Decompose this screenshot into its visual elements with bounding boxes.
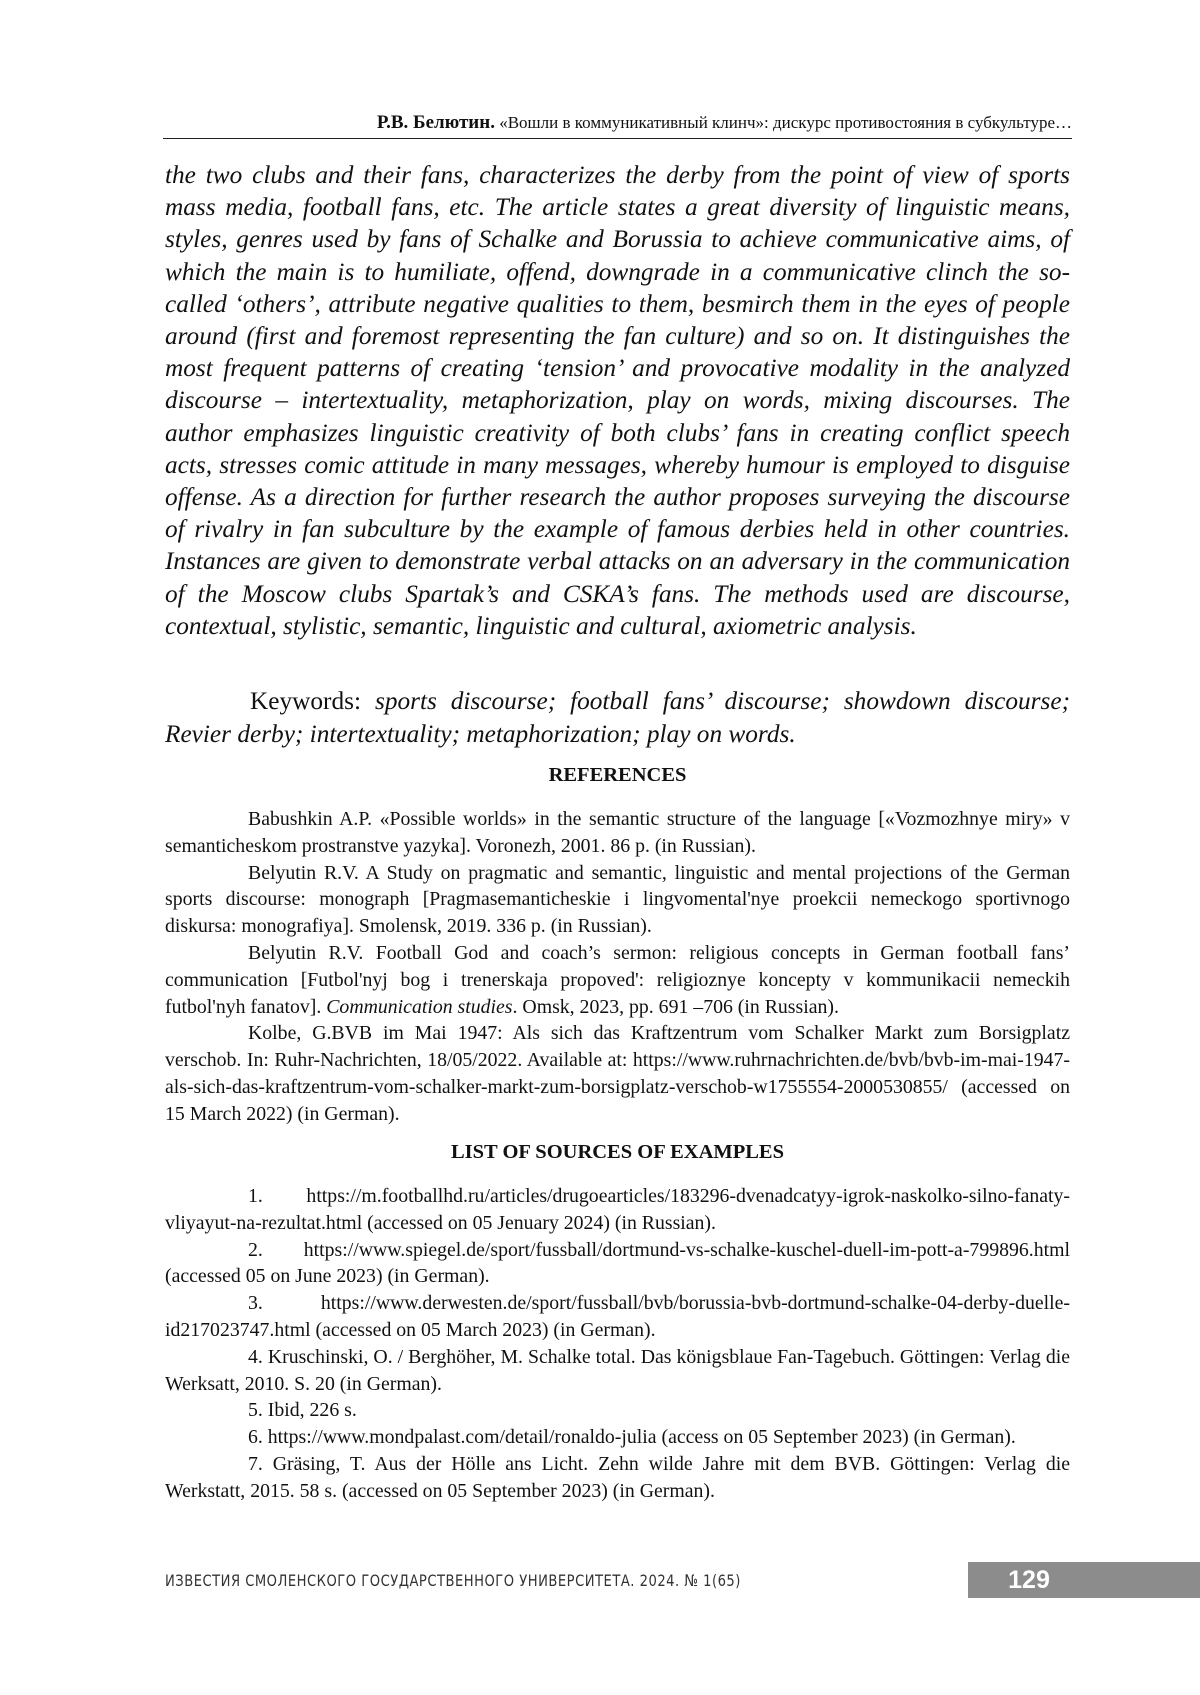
abstract-text: the two clubs and their fans, characterizes the derby from the point of view of sports mass media, football fans, etc. The article states a great diversity of linguistic means, styles, genres used by fans of Schalke and Borussia to achieve communicative aims, of which the main is to humiliate, offend, downgrade in a communicative clinch the so-called ‘others’, attribute negative qualities to them, besmirch them in the eyes of people around (first and foremost representing the fan culture) and so on. It distinguishes the most frequent patterns of creating ‘tension’ and provocative modality in the analyzed discourse – intertextuality, metaphorization, play on words, mixing discourses. The author emphasizes linguistic creativity of both clubs’ fans in creating conflict speech acts, stresses comic attitude in many messages, whereby humour is employed to disguise offense. As a direction for further research the author proposes surveying the discourse of rivalry in fan subculture by the example of famous derbies held in other countries. Instances are given to demonstrate verbal attacks on an adversary in the communication of the Moscow clubs Spartak’s and CSKA’s fans. The methods used are discourse, contextual, stylistic, semantic, linguistic and cultural, axiometric analysis. <box>165 161 1070 640</box>
source-item: 6. https://www.mondpalast.com/detail/ronaldo-julia (access on 05 September 2023) (in German). <box>248 1426 1016 1449</box>
keywords <box>165 685 1070 750</box>
reference-journal: Communication studies <box>326 995 513 1018</box>
footer-journal-name: ИЗВЕСТИЯ СМОЛЕНСКОГО ГОСУДАРСТВЕННОГО УНИВЕРСИТЕТА. 2024. № 1(65) <box>165 1571 741 1590</box>
reference-text: Belyutin R.V. Football God and coach’s sermon: religious concepts in German football fans’ communication [Futbol'nyj bog i trenerskaja propoved': religioznye koncepty v kommunikacii nemeckih futbol'nyh fanatov]. <box>165 941 1070 1018</box>
source-item: 4. Kruschinski, O. / Berghöher, M. Schalke total. Das königsblaue Fan-Tagebuch. Göttingen: Verlag die Werksatt, 2010. S. 20 (in German). <box>165 1345 1070 1395</box>
sources-list <box>165 1183 1070 1505</box>
page-number: 129 <box>968 1562 1200 1598</box>
source-item: 3. https://www.derwesten.de/sport/fussball/bvb/borussia-bvb-dortmund-schalke-04-derby-duelle-id217023747.html (accessed on 05 March 2023) (in German). <box>165 1292 1070 1341</box>
references-list <box>165 806 1070 1128</box>
references-heading: REFERENCES <box>548 764 687 786</box>
reference-item: Belyutin R.V. A Study on pragmatic and semantic, linguistic and mental projections of the German sports discourse: monograph [Pragmasemanticheskie i lingvomental'nye proekcii nemeckogo sportivnogo diskursa: monografiya]. Smolensk, 2019. 336 p. (in Russian). <box>165 861 1070 938</box>
header-author: Р.В. Белютин. <box>376 112 495 133</box>
sources-heading: LIST OF SOURCES OF EXAMPLES <box>450 1141 784 1163</box>
reference-item <box>165 940 1070 1020</box>
source-item: 5. Ibid, 226 s. <box>248 1399 357 1422</box>
keywords-text: sports discourse; football fans’ discourse; showdown discourse; Revier derby; intertextuality; metaphorization; play on words. <box>165 687 1070 748</box>
source-item: 7. Gräsing, T. Aus der Hölle ans Licht. Zehn wilde Jahre mit dem BVB. Göttingen: Verlag die Werkstatt, 2015. 58 s. (accessed on 05 September 2023) (in German). <box>165 1452 1070 1502</box>
keywords-label: Keywords: <box>250 687 362 715</box>
header-title: «Вошли в коммуникативный клинч»: дискурс противостояния в субкультуре… <box>499 113 1072 132</box>
reference-tail: . Omsk, 2023, pp. 691 –706 (in Russian). <box>512 995 839 1018</box>
reference-item: Babushkin A.P. «Possible worlds» in the semantic structure of the language [«Vozmozhnye miry» v semanticheskom prostranstve yazyka]. Voronezh, 2001. 86 p. (in Russian). <box>165 808 1070 857</box>
running-header <box>163 112 1072 139</box>
source-item: 1. https://m.footballhd.ru/articles/drugoearticles/183296-dvenadcatyy-igrok-naskolko-silno-fanaty-vliyayut-na-rezultat.html (accessed on 05 Jenuary 2024) (in Russian). <box>165 1185 1070 1234</box>
source-item: 2. https://www.spiegel.de/sport/fussball/dortmund-vs-schalke-kuschel-duell-im-pott-a-799896.html (accessed 05 on June 2023) (in German). <box>165 1238 1070 1288</box>
reference-item: Kolbe, G.BVB im Mai 1947: Als sich das Kraftzentrum vom Schalker Markt zum Borsigplatz verschob. In: Ruhr-Nachrichten, 18/05/2022. Available at: https://www.ruhrnachrichten.de/bvb/bvb-im-mai-1947-als-sich-das-kraftzentrum-vom-schalker-markt-zum-borsigplatz-verschob-w1755554-2000530855/ (accessed on 15 March 2022) (in German). <box>165 1022 1070 1125</box>
